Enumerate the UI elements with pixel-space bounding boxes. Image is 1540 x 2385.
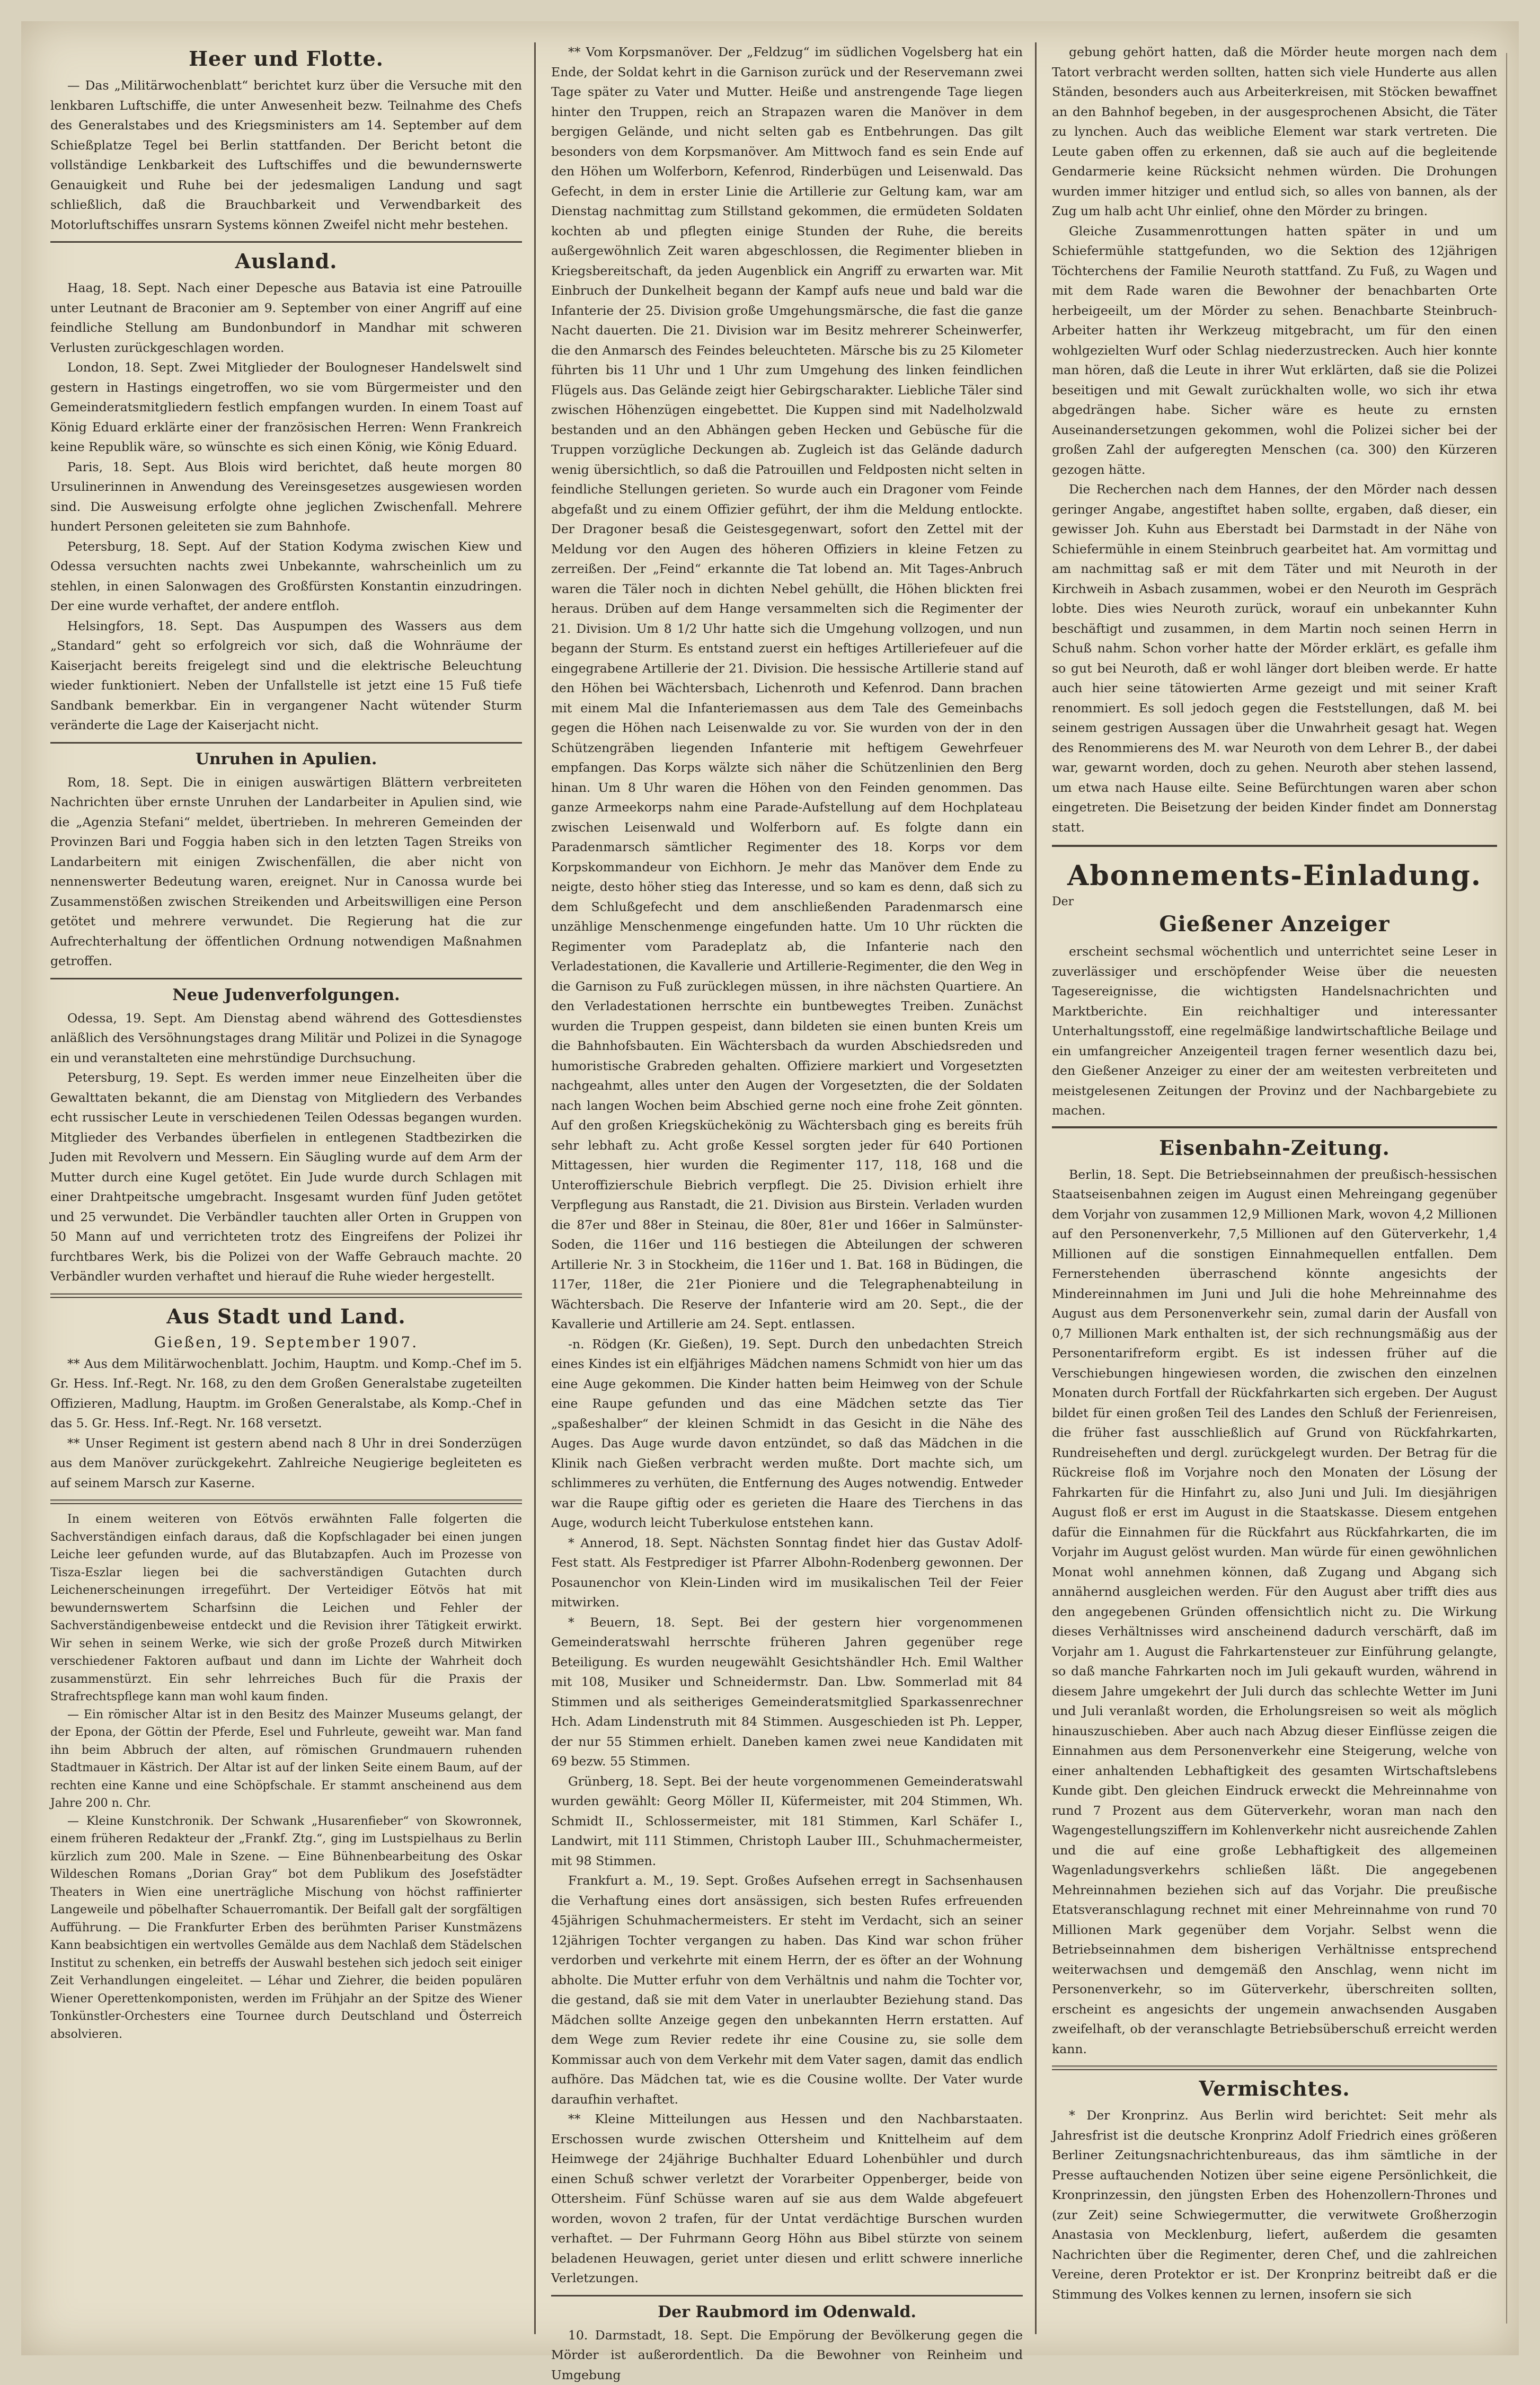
section-title: Aus Stadt und Land. <box>50 1304 522 1328</box>
column-rule <box>534 42 536 2334</box>
divider <box>50 241 522 243</box>
column-3 <box>1052 42 1497 2334</box>
article-gruenberg: Grünberg, 18. Sept. Bei der heute vorgenommenen Gemeinderatswahl wurden gewählt: Georg Möller II, Küfermeister, mit 204 Stimmen, Wh. Schmidt II., Schlossermeister, mit 181 Stimmen, Karl Schäfer I., Landwirt, mit 111 Stimmen, Christoph Lauber III., Schuhmachermeister, mit 98 Stimmen. <box>551 1772 1023 1871</box>
article-text: Helsingfors, 18. Sept. Das Auspumpen des Wassers aus dem „Standard“ geht so erfolgreich vor sich, daß die Wohnräume der Kaiserjacht bereits freigelegt sind und die elektrische Beleuchtung wieder funktioniert. Neben der Unfallstelle ist jetzt eine 15 Fuß tiefe Sandbank bemerkbar. Ein in vergangener Nacht wütender Sturm veränderte die Lage der Kaiserjacht nicht. <box>50 616 522 736</box>
article-text: London, 18. Sept. Zwei Mitglieder der Boulogneser Handelswelt sind gestern in Hastings eingetroffen, wo sie vom Bürgermeister und den Gemeinderatsmitgliedern festlich empfangen wurden. In einem Toast auf König Eduard erklärte einer der französischen Herren: Wenn Frankreich keine Republik wäre, so wünschte es sich einen König, wie König Eduard. <box>50 358 522 457</box>
article-annerod: * Annerod, 18. Sept. Nächsten Sonntag findet hier das Gustav Adolf-Fest statt. Als Festprediger ist Pfarrer Albohn-Rodenberg gewonnen. Der Posaunenchor von Klein-Linden wird im musikalischen Teil der Feier mitwirken. <box>551 1533 1023 1613</box>
article-text: — Ein römischer Altar ist in den Besitz des Mainzer Museums gelangt, der der Epona, der Göttin der Pferde, Esel und Fuhrleute, geweiht war. Man fand ihn beim Abbruch der alten, auf römischen Grundmauern ruhenden Stadtmauer in Kästrich. Der Altar ist auf der linken Seite einem Baum, auf der rechten eine Kanne und eine Schöpfschale. Er stammt anscheinend aus dem Jahre 200 n. Chr. <box>50 1706 522 1813</box>
section-heer-und-flotte <box>50 47 522 235</box>
divider <box>1052 2065 1497 2070</box>
article-text: Petersburg, 18. Sept. Auf der Station Kodyma zwischen Kiew und Odessa versuchten nachts zwei Unbekannte, wahrscheinlich um zu stehlen, in einen Salonwagen des Großfürsten Konstantin einzudringen. Der eine wurde verhaftet, der andere entfloh. <box>50 537 522 616</box>
article-korpsmanoever: ** Vom Korpsmanöver. Der „Feldzug“ im südlichen Vogelsberg hat ein Ende, der Soldat kehrt in die Garnison zurück und der Reservemann zwei Tage später zu Vater und Mutter. Heiße und anstrengende Tage liegen hinter den Truppen, reich an Strapazen waren die Manöver in dem bergigen Gelände, und nicht selten gab es Entbehrungen. Das gilt besonders von dem Korpsmanöver. Am Mittwoch fand es sein Ende auf den Höhen um Wolferborn, Kefenrod, Rinderbügen und Leisenwald. Das Gefecht, in dem in erster Linie die Artillerie zur Geltung kam, war am Dienstag nachmittag zum Stillstand gekommen, die ermüdeten Soldaten kochten ab und pflegten einige Stunden der Ruhe, die bereits außergewöhnlich Zeit waren abgeschlossen, die Regimenter blieben in Kriegsbereitschaft, da jeden Augenblick ein Angriff zu erwarten war. Mit Einbruch der Dunkelheit begann der Kampf aufs neue und bald war die Infanterie der 25. Division große Umgehungsmärsche, die fast die ganze Nacht dauerten. Die 21. Division war im Besitz mehrerer Scheinwerfer, die den Anmarsch des Feindes beleuchteten. Märsche bis zu 25 Kilometer führten bis 11 Uhr und 1 Uhr zum Umgehung des linken feindlichen Flügels aus. Das Gelände zeigt hier Gebirgscharakter. Liebliche Täler sind zwischen Höhenzügen eingebettet. Die Kuppen sind mit Nadelholzwald bestanden und an den Abhängen geben Hecken und Gebüsche für die Truppen vorzügliche Deckungen ab. Zugleich ist das Gelände dadurch wenig übersichtlich, so daß die Patrouillen und Feldposten nicht selten in feindliche Stellungen gerieten. So wurde auch ein Dragoner vom Feinde abgefaßt und zu einem Offizier geführt, der ihm die Meldung entlockte. Der Dragoner besaß die Geistesgegenwart, sofort den Zettel mit der Meldung vor den Augen des höheren Offiziers in kleine Fetzen zu zerreißen. Der „Feind“ erkannte die Tat lobend an. Mit Tages-Anbruch waren die Täler noch in dichten Nebel gehüllt, die Höhen blickten frei heraus. Drüben auf dem Hange versammelten sich die Regimenter der 21. Division. Um 8 1/2 Uhr hatte sich die Umgehung vollzogen, und nun begann der Sturm. Es entstand zuerst ein heftiges Artilleriefeuer auf die eingegrabene Artillerie der 21. Division. Die hessische Artillerie stand auf den Höhen bei Wächtersbach, Lichenroth und Kefenrod. Dann brachen mit einem Mal die Infanteriemassen aus dem Tale des Gemeinbachs gegen die Höhen nach Leisenwalde zu vor. Sie wurden von der in den Schützengräben liegenden Infanterie mit heftigem Gewehrfeuer empfangen. Das Korps wälzte sich näher die Schützenlinien den Berg hinan. Um 8 Uhr waren die Höhen von den Feinden genommen. Das ganze Armeekorps nahm eine Parade-Aufstellung auf dem Hochplateau zwischen Leisenwald und Wolferborn auf. Es folgte dann ein Paradenmarsch sämtlicher Regimenter des 18. Korps vor dem Korpskommandeur von Eichhorn. Je mehr das Manöver dem Ende zu neigte, desto höher stieg das Interesse, und so kam es denn, daß sich zu dem Schlußgefecht und dem anschließenden Paradenmarsch eine unzählige Menschenmenge eingefunden hatte. Um 10 Uhr rückten die Regimenter vom Paradeplatz ab, die Infanterie nach den Verladestationen, die Kavallerie und Artillerie-Regimenter, die den Weg in die Garnison zu Fuß zurücklegen müssen, in ihre nächsten Quartiere. An den Verladestationen herrschte ein buntbewegtes Treiben. Zunächst wurden die Truppen gespeist, dann bildeten sie einen bunten Kreis um die Bahnhofsbauten. Ein Wächtersbach da wurden Abschiedsreden und humoristische Grabreden gehalten. Offiziere markiert und Vorgesetzten nachgeahmt, alles unter den Augen der Vorgesetzten, die der Soldaten nach langen Wochen beim Abschied gerne noch eine frohe Zeit gönnten. Auf den großen Kriegsküchekönig zu Wächtersbach ging es bereits früh sehr lebhaft zu. Acht große Kessel sorgten jeder für 640 Portionen Mittagessen, hier wurden die Regimenter 117, 118, 168 und die Unteroffizierschule Biebrich verpflegt. Die 25. Division erhielt ihre Verpflegung aus Ranstadt, die 21. Division aus Birstein. Verladen wurden die 87er und 88er in Steinau, die 80er, 81er und 166er in Salmünster-Soden, die 116er und 116 bestiegen die Abteilungen der schweren Artillerie Nr. 3 in Stockheim, die 116er und 1. Bat. 168 in Büdingen, die 117er, 118er, die 21er Pioniere und die Telegraphenabteilung in Wächtersbach. Die Reserve der Infanterie wird am 20. Sept., die der Kavallerie und Artillerie am 24. Sept. entlassen. <box>551 42 1023 1335</box>
ad-text: erscheint sechsmal wöchentlich und unterrichtet seine Leser in zuverlässiger und erschöpfender Weise über die neuesten Tagesereignisse, die wichtigsten Handelsnachrichten und Marktberichte. Ein reichhaltiger und interessanter Unterhaltungsstoff, eine regelmäßige landwirtschaftliche Beilage und ein umfangreicher Anzeigenteil tragen ferner wesentlich dazu bei, den Gießener Anzeiger zu einer der am weitesten verbreiteten und meistgelesenen Zeitungen der Provinz und der Nachbargebiete zu machen. <box>1052 942 1497 1121</box>
article-raubmord-continued: gebung gehört hatten, daß die Mörder heute morgen nach dem Tatort verbracht werden sollten, hatten sich viele Hunderte aus allen Ständen, besonders auch aus Arbeiterkreisen, mit Stöcken bewaffnet an den Bahnhof begeben, in der ausgesprochenen Absicht, die Täter zu lynchen. Auch das weibliche Element war stark vertreten. Die Leute gaben offen zu erkennen, daß sie auch auf die begleitende Gendarmerie keine Rücksicht nehmen würden. Die Drohungen wurden immer hitziger und entlud sich, so alles von bannen, als der Zug um halb acht Uhr einlief, ohne den Mörder zu bringen. <box>1052 42 1497 222</box>
newspaper-page <box>21 21 1519 2355</box>
article-text: Odessa, 19. Sept. Am Dienstag abend während des Gottesdienstes anläßlich des Versöhnungstages drang Militär und Polizei in die Synagoge ein und veranstalteten eine mehrstündige Durchsuchung. <box>50 1009 522 1068</box>
article-eisenbahn: Berlin, 18. Sept. Die Betriebseinnahmen der preußisch-hessischen Staatseisenbahnen zeigen im August einen Mehreingang gegenüber dem Vorjahr von zusammen 12,9 Millionen Mark, wovon 4,2 Millionen auf den Personenverkehr, 7,5 Millionen auf den Güterverkehr, 1,4 Millionen auf die sonstigen Einnahmequellen entfallen. Dem Fernerstehenden überraschend könnte angesichts der Mindereinnahmen im Juni und Juli die hohe Mehreinnahme des August aus dem Personenverkehr sein, zumal darin der Ausfall von 0,7 Millionen Mark enthalten ist, der sich rechnungsmäßig aus der Personentarifreform ergibt. Es ist indessen früher auf die Verschiebungen hingewiesen worden, die zwischen den einzelnen Monaten durch Fortfall der Rückfahrkarten sich ergeben. Der August bildet für einen großen Teil des Landes den Schluß der Ferienreisen, die früher fast ausschließlich auf Grund von Rückfahrkarten, Rundreiseheften und dergl. zurückgelegt wurden. Der Betrag für die Rückreise floß im Vorjahre noch den Monaten der Lösung der Fahrkarten für die Hinfahrt zu, also Juni und Juli. Im diesjährigen August floß er erst im August in die Staatskasse. Diesem entgehen dafür die Einnahmen für die Rückfahrt aus Rückfahrkarten, die im Vorjahr im August gelöst wurden. Man würde für einen gewöhnlichen Monat wohl annehmen können, daß Zugang und Abgang sich annähernd ausgleichen werden. Für den August aber trifft dies aus den angegebenen Gründen offensichtlich nicht zu. Die Wirkung dieses Verhältnisses wird anscheinend dadurch verschärft, daß im Vorjahr am 1. August die Fahrkartensteuer zur Einführung gelangte, so daß manche Fahrkarten noch im Juli gekauft wurden, während in diesem Jahre umgekehrt der Juli durch das schlechte Wetter im Juni und Juli veranlaßt worden, die Erholungsreisen so weit als möglich hinauszuschieben. Aber auch nach Abzug dieser Einflüsse zeigen die Einnahmen aus dem Personenverkehr eine Steigerung, welche von einer anhaltenden Lebhaftigkeit des gesamten Wirtschaftslebens Kunde gibt. Den gleichen Eindruck erweckt die Mehreinnahme von rund 7 Prozent aus dem Güterverkehr, woran man nach den Wagengestellungsziffern im Kohlenverkehr nicht ausreichende Zahlen und die auf eine große Lebhaftigkeit des allgemeinen Wagenladungsverkehrs schließen läßt. Die angegebenen Mehreinnahmen beziehen sich auf das Vorjahr. Die preußische Etatsveranschlagung rechnet mit einer Mehreinnahme von rund 70 Millionen Mark gegenüber dem Vorjahr. Selbst wenn die Betriebseinnahmen dem bisherigen Verhältnisse entsprechend weiterwachsen und demgemäß den Anschlag, wenn nicht im Personenverkehr, so im Güterverkehr, überschreiten sollten, erscheint es angesichts der ungemein anwachsenden Ausgaben zweifelhaft, ob der veranschlagte Betriebsüberschuß erreicht werden kann. <box>1052 1165 1497 2060</box>
section-stadt-und-land <box>50 1304 522 1494</box>
article-text: Paris, 18. Sept. Aus Blois wird berichtet, daß heute morgen 80 Ursulinerinnen in Anwendung des Vereinsgesetzes ausgewiesen worden sind. Die Ausweisung erfolgte ohne jeglichen Zwischenfall. Mehrere hundert Personen geleiteten sie zum Bahnhofe. <box>50 457 522 537</box>
article-text: In einem weiteren von Eötvös erwähnten Falle folgerten die Sachverständigen einfach daraus, daß die Kopfschlagader bei einen jungen Leiche leer gefunden wurde, auf das Blutabzapfen. Auch im Prozesse von Tisza-Eszlar liegen bei die sachverständigen Gutachten durch Leichenerscheinungen irregeführt. Der Verteidiger Eötvös hat mit bewundernswertem Scharfsinn die Leichen und Fehler der Sachverständigenbeweise entdeckt und die Revision ihrer Tätigkeit erwirkt. Wir sehen in seinem Werke, wie sich der große Prozeß durch Mitwirken verschiedener Faktoren aufbaut und dann im Lichte der Wahrheit doch zusammenstürzt. Ein sehr lehrreiches Buch für die Praxis der Strafrechtspflege kann man wohl kaum finden. <box>50 1510 522 1706</box>
ad-title: Abonnements-Einladung. <box>1052 860 1497 892</box>
newspaper-name: Gießener Anzeiger <box>1052 912 1497 937</box>
divider <box>50 1293 522 1298</box>
subscription-ad <box>1052 845 1497 1128</box>
article-text: Haag, 18. Sept. Nach einer Depesche aus Batavia ist eine Patrouille unter Leutnant de Braconier am 9. September von einer Angriff auf eine feindliche Stellung am Bundonbundorf in Mandhar mit schweren Verlusten zurückgeschlagen worden. <box>50 278 522 358</box>
article-text: ** Unser Regiment ist gestern abend nach 8 Uhr in drei Sonderzügen aus dem Manöver zurückgekehrt. Zahlreiche Neugierige begleiteten es auf seinem Marsch zur Kaserne. <box>50 1434 522 1494</box>
divider <box>50 1499 522 1504</box>
column-1 <box>50 42 522 2334</box>
article-title: Unruhen in Apulien. <box>50 750 522 768</box>
section-title: Heer und Flotte. <box>50 47 522 70</box>
article-text: ** Aus dem Militärwochenblatt. Jochim, Hauptm. und Komp.-Chef im 5. Gr. Hess. Inf.-Regt. Nr. 168, zu den dem Großen Generalstabe zugeteilten Offizieren, Madlung, Hauptm. im Großen Generalstabe, als Komp.-Chef in das 5. Gr. Hess. Inf.-Regt. Nr. 168 versetzt. <box>50 1354 522 1434</box>
article-raubmord: 10. Darmstadt, 18. Sept. Die Empörung der Bevölkerung gegen die Mörder ist außerordentlich. Da die Bewohner von Reinheim und Umgebung <box>551 2326 1023 2385</box>
section-title: Vermischtes. <box>1052 2077 1497 2100</box>
article-text: — Kleine Kunstchronik. Der Schwank „Husarenfieber“ von Skowronnek, einem früheren Redakteur der „Frankf. Ztg.“, ging im Lustspielhaus zu Berlin kürzlich zum 200. Male in Szene. — Eine Bühnenbearbeitung des Oskar Wildeschen Romans „Dorian Gray“ bot dem Publikum des Josefstädter Theaters in Wien eine unerträgliche Mischung von höchst raffinierter Langeweile und pöbelhafter Schauerromantik. Der Beifall galt der sorgfältigen Aufführung. — Die Frankfurter Erben des berühmten Pariser Kunstmäzens Kann beabsichtigen ein wertvolles Gemälde aus dem Nachlaß dem Städelschen Institut zu schenken, ein betreffs der Auswahl bestehen sich jedoch seit einiger Zeit Verhandlungen eingeleitet. — Léhar und Ziehrer, die beiden populären Wiener Operettenkomponisten, werden im Frühjahr an der Spitze des Wiener Tonkünstler-Orchesters eine Tournee durch Deutschland und Österreich absolvieren. <box>50 1813 522 2044</box>
article-beuern: * Beuern, 18. Sept. Bei der gestern hier vorgenommenen Gemeinderatswahl herrschte früheren Jahren gegenüber rege Beteiligung. Es wurden neugewählt Gesichtshändler Hch. Emil Walther mit 108, Musiker und Schneidermstr. Dan. Lbw. Sommerlad mit 84 Stimmen und als seitheriges Gemeinderatsmitglied Sparkassenrechner Hch. Adam Lindenstruth mit 84 Stimmen. Ausgeschieden ist Ph. Lepper, der nur 55 Stimmen erhielt. Daneben kamen zwei neue Kandidaten mit 69 bezw. 55 Stimmen. <box>551 1613 1023 1772</box>
article-text: Gleiche Zusammenrottungen hatten später in und um Schiefermühle stattgefunden, wo die Sektion des 12jährigen Töchterchens der Familie Neuroth stattfand. Zu Fuß, zu Wagen und mit dem Rade waren die Bewohner der benachbarten Orte herbeigeeilt, um der Mörder zu sehen. Benachbarte Steinbruch-Arbeiter hatten ihr Werkzeug mitgebracht, um für den einen wohlgezielten Wurf oder Schlag niederzustrecken. Auch hier konnte man hören, daß die Leute in ihrer Wut erklärten, daß sie die Polizei beseitigen und mit Gewalt zurückhalten wolle, wo sich ihr etwa abgedrängen habe. Sicher wäre es heute zu ernsten Auseinandersetzungen gekommen, wohl die Polizei sicher bei der großen Zahl der aufgeregten Menschen (ca. 300) den Kürzeren gezogen hätte. <box>1052 222 1497 480</box>
dateline: Gießen, 19. September 1907. <box>50 1333 522 1351</box>
ad-article-word: Der <box>1052 895 1497 908</box>
article-text: Petersburg, 19. Sept. Es werden immer neue Einzelheiten über die Gewalttaten bekannt, die am Dienstag von Mitgliedern des Verbandes echt russischer Leute in verschiedenen Teilen Odessas begangen wurden. Mitglieder des Verbandes überfielen in entlegenen Stadtbezirken die Juden mit Revolvern und Messern. Ein Säugling wurde auf dem Arm der Mutter durch eine Kugel getötet. Ein Jude wurde durch Schlagen mit einer Drahtpeitsche umgebracht. Insgesamt wurden fünf Juden getötet und 25 verwundet. Die Verbändler tauchten aller Orten in Gruppen von 50 Mann auf und verrichteten trotz des Eingreifens der Polizei ihr furchtbares Werk, bis die Polizei von der Waffe Gebrauch machte. 20 Verbändler wurden verhaftet und hierauf die Ruhe wieder hergestellt. <box>50 1068 522 1287</box>
section-title: Ausland. <box>50 249 522 273</box>
article-text: — Das „Militärwochenblatt“ berichtet kurz über die Versuche mit den lenkbaren Luftschiffe, die unter Anwesenheit bezw. Teilnahme des Chefs des Generalstabes und des Kriegsministers am 14. September auf dem Schießplatze Tegel bei Berlin stattfanden. Der Bericht betont die vollständige Lenkbarkeit des Luftschiffes und die bewundernswerte Genauigkeit und Ruhe bei der jedesmaligen Landung und sagt schließlich, daß die Brauchbarkeit und Verwendbarkeit des Motorluftschiffes unsrarn Systems können Zweifel nicht mehr bestehen. <box>50 76 522 235</box>
section-judenverfolgungen <box>50 986 522 1287</box>
column-rule <box>1035 42 1037 2334</box>
article-hessen: ** Kleine Mitteilungen aus Hessen und den Nachbarstaaten. Erschossen wurde zwischen Ottersheim und Knittelheim auf dem Heimwege der 24jährige Buchhalter Eduard Lohenbühler und durch einen Schuß schwer verletzt der Vorarbeiter Oppenberger, beide von Ottersheim. Fünf Schüsse waren auf sie aus dem Walde abgefeuert worden, wovon 2 trafen, für der Untat verdächtige Burschen wurden verhaftet. — Der Fuhrmann Georg Höhn aus Bibel stürzte von seinem beladenen Heuwagen, geriet unter diesen und erlitt schwere innerliche Verletzungen. <box>551 2109 1023 2289</box>
section-apulien <box>50 750 522 971</box>
article-frankfurt: Frankfurt a. M., 19. Sept. Großes Aufsehen erregt in Sachsenhausen die Verhaftung eines dort ansässigen, sich besten Rufes erfreuenden 45jährigen Schuhmachermeisters. Er steht im Verdacht, sich an seiner 12jährigen Tochter vergangen zu haben. Das Kind war schon früher verdorben und verkehrte mit einem Herrn, der es öfter an der Wohnung abholte. Die Mutter erfuhr von dem Verhältnis und nahm die Tochter vor, die gestand, daß sie mit dem Vater in unerlaubter Beziehung stand. Das Mädchen sollte Anzeige gegen den unbekannten Herrn erstatten. Auf dem Wege zum Revier redete ihr eine Cousine zu, sie solle dem Kommissar auch von dem Verkehr mit dem Vater sagen, damit das endlich aufhöre. Das Mädchen tat, wie es die Cousine wollte. Der Vater wurde daraufhin verhaftet. <box>551 1871 1023 2109</box>
section-title: Eisenbahn-Zeitung. <box>1052 1136 1497 1160</box>
article-text: Die Recherchen nach dem Hannes, der den Mörder nach dessen geringer Angabe, angestiftet haben sollte, ergaben, daß dieser, ein gewisser Joh. Kuhn aus Eberstadt bei Darmstadt in der Nähe von Schiefermühle in einem Steinbruch gearbeitet hat. Am vormittag und am nachmittag saß er mit dem Täter und mit Neuroth in der Kirchweih in Asbach zusammen, wobei er den Neuroth im Gespräch lobte. Dies wies Neuroth zurück, worauf ein unbekannter Kuhn beschäftigt und zusammen, in dem Martin noch seinen Herrn in Schuß nahm. Schon vorher hatte der Mörder erklärt, es gefalle ihm so gut bei Neuroth, daß er wohl länger dort bleiben werde. Er hatte auch hier seine tätowierten Arme gezeigt und mit seiner Kraft renommiert. Es soll jedoch gegen die Feststellungen, daß M. bei seinem gestrigen Aussagen über die Unwahrheit gesagt hat. Wegen des Renommierens des M. war Neuroth von dem Lehrer B., der dabei war, gewarnt worden, doch zu gehen. Neuroth aber stehen lassend, um etwa nach Hause eilte. Seine Befürchtungen waren aber schon eingetreten. Die Beisetzung der beiden Kinder findet am Donnerstag statt. <box>1052 480 1497 837</box>
section-feuilleton <box>50 1510 522 2043</box>
article-kronprinz: * Der Kronprinz. Aus Berlin wird berichtet: Seit mehr als Jahresfrist ist die deutsche Kronprinz Adolf Friedrich eines größeren Berliner Zeitungsnachrichtenbureaus, das ihm sämtliche in der Presse auftauchenden Notizen über seine eigene Persönlichkeit, die Kronprinzessin, den jüngsten Erben des Hohenzollern-Thrones und (zur Zeit) seine Schwiegermutter, die verwitwete Großherzogin Anastasia von Mecklenburg, liefert, außerdem die gesamten Nachrichten über die Regimenter, deren Chef, und die zahlreichen Vereine, deren Protektor er ist. Der Kronprinz beitreibt daß er die Stimmung des Volkes kennen zu lernen, insofern sie sich <box>1052 2106 1497 2304</box>
section-ausland <box>50 249 522 736</box>
article-roedgen: -n. Rödgen (Kr. Gießen), 19. Sept. Durch den unbedachten Streich eines Kindes ist ein elfjähriges Mädchen namens Schmidt von hier um das eine Auge gekommen. Die Kinder hatten beim Heimweg von der Schule eine Raupe gefunden und das eine Mädchen setzte das Tier „spaßeshalber“ der kleinen Schmidt in das Gesicht in die Nähe des Auges. Das Auge wurde davon entzündet, so daß das Mädchen in die Klinik nach Gießen verbracht werden mußte. Dort machte sich, um schlimmeres zu verhüten, die Entfernung des Auges notwendig. Entweder war die Raupe giftig oder es gerieten die Haare des Tierchens in das Auge, wodurch leicht Tuberkulose entstehen kann. <box>551 1335 1023 1533</box>
divider <box>50 742 522 744</box>
article-text: Rom, 18. Sept. Die in einigen auswärtigen Blättern verbreiteten Nachrichten über ernste Unruhen der Landarbeiter in Apulien sind, wie die „Agenzia Stefani“ meldet, übertrieben. In mehreren Gemeinden der Provinzen Bari und Foggia haben sich in den letzten Tagen Streiks von Landarbeitern mit einigen Zwischenfällen, die aber nicht von nennenswerter Bedeutung waren, ereignet. Nur in Canossa wurde bei Zusammenstößen zwischen Streikenden und Arbeitswilligen eine Person getötet und mehrere verwundet. Die Regierung hat die zur Aufrechterhaltung der öffentlichen Ordnung notwendigen Maßnahmen getroffen. <box>50 773 522 971</box>
divider <box>551 2295 1023 2296</box>
divider <box>50 978 522 979</box>
article-title: Neue Judenverfolgungen. <box>50 986 522 1004</box>
page-edge <box>1506 53 1517 2324</box>
column-2 <box>551 42 1023 2334</box>
article-title: Der Raubmord im Odenwald. <box>551 2303 1023 2321</box>
